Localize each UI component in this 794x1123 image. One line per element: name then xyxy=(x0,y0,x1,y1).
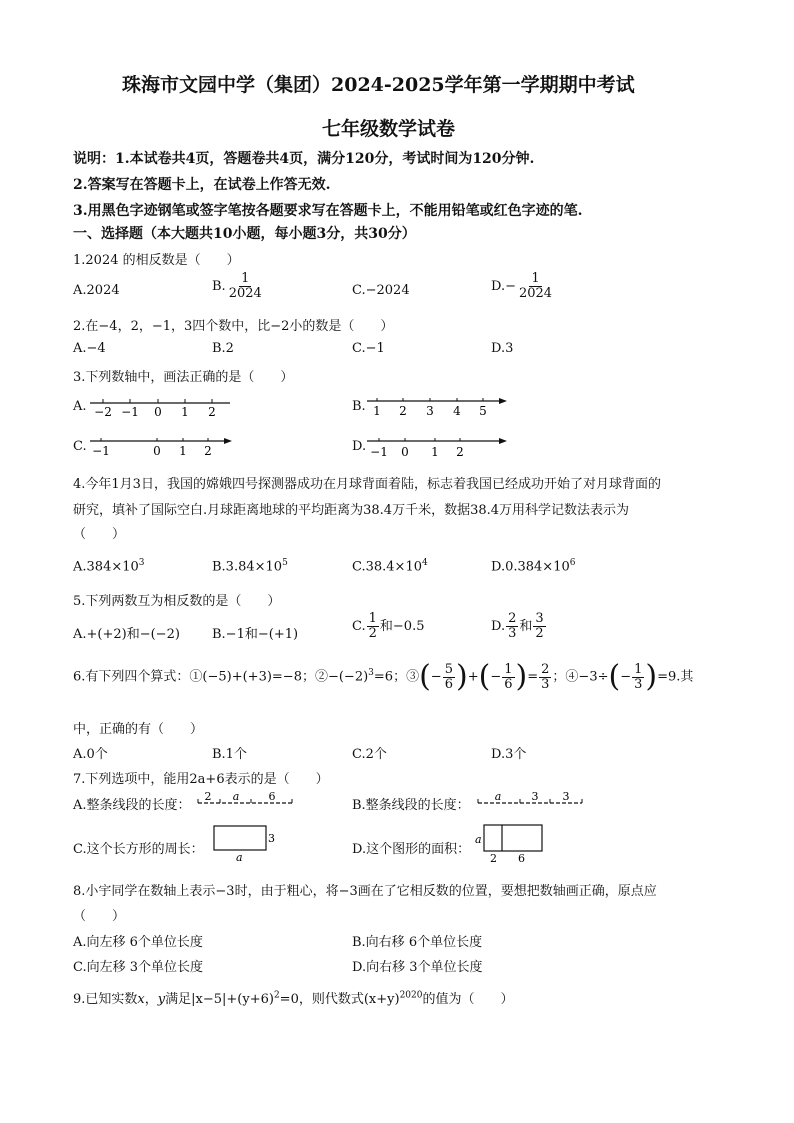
note-2: 2.答案写在答题卡上，在试卷上作答无效. xyxy=(73,177,331,193)
q3-c-tick-2: 0 xyxy=(153,444,161,458)
q6-exp: 3 xyxy=(368,668,374,679)
q9-var-x: x xyxy=(137,992,145,1007)
q7-d-bottom-1: 2 xyxy=(490,852,497,865)
q7-stem: 7.下列选项中，能用2a+6表示的是（ ） xyxy=(73,772,329,787)
q9-part1: 9.已知实数 xyxy=(73,992,138,1007)
q6-f2-num: 1 xyxy=(504,661,513,677)
q3-d-label: D. xyxy=(352,439,367,454)
q3-axis-d xyxy=(365,432,525,462)
q3-b-tick-5: 5 xyxy=(479,404,487,418)
q9-part4: 的值为（ ） xyxy=(422,992,514,1007)
q5-c-fraction xyxy=(367,612,379,641)
q6-fraction-3 xyxy=(539,663,551,692)
q8-stem-line1: 8.小宇同学在数轴上表示−3时，由于粗心，将−3画在了它相反数的位置，要想把数轴画正确，原点应 xyxy=(73,884,657,899)
q6-fraction-4 xyxy=(632,663,644,692)
q3-b-tick-4: 4 xyxy=(453,404,461,418)
q8-option-b: B.向右移 6个单位长度 xyxy=(352,935,483,950)
q3-d-tick-2: 0 xyxy=(401,445,409,459)
q5-d-prefix: D. xyxy=(491,619,506,634)
q7-a-segment xyxy=(196,789,296,811)
q8-option-c: C.向左移 3个单位长度 xyxy=(73,960,204,975)
q1-b-den: 2024 xyxy=(228,286,262,301)
q7-a-seg-3: 6 xyxy=(268,790,276,803)
q1-d-num: 1 xyxy=(531,271,540,286)
q9-part2: 满足|x−5|+(y+6) xyxy=(165,992,274,1007)
q5-d-num2: 3 xyxy=(535,611,544,626)
q3-axis-a xyxy=(88,393,238,421)
q4-stem-line1: 4.今年1月3日，我国的嫦娥四号探测器成功在月球背面着陆，标志着我国已经成功开始了对月球背面的 xyxy=(73,477,661,492)
q7-b-seg-3: 3 xyxy=(562,790,570,803)
q8-option-d: D.向右移 3个单位长度 xyxy=(352,960,483,975)
note-3: 3.用黑色字迹钢笔或签字笔按各题要求写在答题卡上，不能用铅笔或红色字迹的笔. xyxy=(73,203,583,219)
q3-b-tick-1: 1 xyxy=(373,404,381,418)
q1-d-den: 2024 xyxy=(518,286,553,301)
q3-b-tick-2: 2 xyxy=(399,404,407,418)
q7-option-a: A.整条线段的长度： xyxy=(73,798,191,813)
q3-d-tick-3: 1 xyxy=(431,445,439,459)
q6-plus: + xyxy=(467,669,479,685)
q8-option-a: A.向左移 6个单位长度 xyxy=(73,935,203,950)
q2-option-c: C.−1 xyxy=(352,341,385,356)
q3-a-tick-3: 0 xyxy=(154,405,162,419)
q1-stem: 1.2024 的相反数是（ ） xyxy=(73,253,240,268)
q7-option-b: B.整条线段的长度： xyxy=(352,798,470,813)
q5-c-num: 1 xyxy=(368,611,377,626)
q4-d-exp: 6 xyxy=(569,558,576,568)
q6-part4: =9.其 xyxy=(657,669,694,685)
q6-stem: 6.有下列四个算式：①(−5)+(+3)=−8；$②-(-2)^3=6$；③(− $\frac{5}{6}$ )+(− $\frac{1}{6}$ )= $\frac{2}{3}$ ；④−3÷(− $\frac{1}{3}$ )=9.其 xyxy=(73,659,694,694)
q6-part1: 6.有下列四个算式：①(−5)+(+3)=−8；②−(−2) xyxy=(73,669,369,685)
q5-d-den1: 3 xyxy=(508,626,517,641)
q5-d-num1: 2 xyxy=(508,611,517,626)
q3-c-tick-3: 1 xyxy=(179,444,187,458)
q2-option-d: D.3 xyxy=(491,341,514,356)
q6-f3-den: 3 xyxy=(541,676,550,692)
q3-a-tick-1: −2 xyxy=(94,405,112,419)
q3-a-tick-2: −1 xyxy=(121,405,139,419)
q9-exp-2: 2 xyxy=(273,990,280,1001)
q5-stem: 5.下列两数互为相反数的是（ ） xyxy=(73,594,281,609)
q7-c-side: 3 xyxy=(268,832,275,845)
q6-f4-den: 3 xyxy=(634,676,643,692)
q6-fraction-2 xyxy=(502,663,514,692)
q6-part3: ；④−3÷ xyxy=(552,669,609,685)
q5-option-d xyxy=(491,612,547,641)
q6-f4-num: 1 xyxy=(634,661,643,677)
q9-var-y: y xyxy=(157,992,166,1007)
q1-option-b xyxy=(212,272,265,301)
q5-option-a: A.+(+2)和−(−2) xyxy=(73,627,180,642)
q2-option-b: B.2 xyxy=(212,341,234,356)
q6-option-b: B.1个 xyxy=(212,747,247,762)
q4-d-base: D.0.384×10 xyxy=(491,559,570,575)
q1-d-fraction xyxy=(517,272,554,301)
q1-option-d xyxy=(491,272,555,301)
q3-stem: 3.下列数轴中，画法正确的是（ ） xyxy=(73,370,294,385)
q4-a-base: A.384×10 xyxy=(73,559,139,575)
q4-option-d xyxy=(491,558,575,574)
q6-f1-sign: − xyxy=(430,669,442,685)
q5-d-fraction-2 xyxy=(533,612,545,641)
q4-option-a xyxy=(73,558,145,574)
q6-option-c: C.2个 xyxy=(352,747,387,762)
q1-option-c: C.−2024 xyxy=(352,283,410,298)
q3-c-tick-1: −1 xyxy=(92,444,110,458)
q4-stem-line3: （ ） xyxy=(73,527,126,542)
q7-c-rectangle xyxy=(210,824,280,864)
q1-d-prefix: D.− xyxy=(491,279,516,294)
q7-d-bottom-2: 6 xyxy=(518,852,525,865)
q7-d-figure xyxy=(474,823,554,865)
q4-stem-line2: 研究，填补了国际空白.月球距离地球的平均距离为38.4万千米，数据38.4万用科学记数法表示为 xyxy=(73,503,630,518)
q9-sep: ， xyxy=(144,992,158,1007)
q5-d-fraction-1 xyxy=(506,612,518,641)
q7-d-side: a xyxy=(475,833,482,846)
q6-part2: =6；③ xyxy=(373,669,420,685)
q3-axis-b xyxy=(365,393,525,421)
q3-d-tick-1: −1 xyxy=(370,445,388,459)
q5-c-prefix: C. xyxy=(352,619,366,634)
q7-option-d: D.这个图形的面积： xyxy=(352,842,471,857)
q6-option-d: D.3个 xyxy=(491,747,527,762)
q1-b-num: 1 xyxy=(241,271,250,286)
q8-stem-line2: （ ） xyxy=(73,909,126,924)
q7-c-bottom: a xyxy=(236,851,243,864)
q2-option-a: A.−4 xyxy=(73,341,106,356)
q3-a-tick-5: 2 xyxy=(208,405,216,419)
q6-f1-num: 5 xyxy=(444,661,453,677)
q3-c-tick-4: 2 xyxy=(204,444,212,458)
section-heading: 一、选择题（本大题共10小题，每小题3分，共30分） xyxy=(73,226,416,242)
q7-b-segment xyxy=(476,789,586,811)
q7-b-seg-2: 3 xyxy=(531,790,539,803)
q7-option-c: C.这个长方形的周长： xyxy=(73,842,204,857)
q4-a-exp: 3 xyxy=(138,558,145,568)
q6-fraction-1 xyxy=(443,663,455,692)
q5-d-mid: 和 xyxy=(519,619,533,634)
q3-b-tick-3: 3 xyxy=(426,404,434,418)
q5-option-b: B.−1和−(+1) xyxy=(212,627,299,642)
q9-exp-2020: 2020 xyxy=(399,990,423,1001)
q4-c-exp: 4 xyxy=(422,558,428,568)
q7-a-seg-2: a xyxy=(232,790,240,803)
q1-b-fraction xyxy=(227,272,264,301)
q5-c-den: 2 xyxy=(368,626,377,641)
q1-option-a: A.2024 xyxy=(73,283,120,298)
q9-stem xyxy=(73,988,513,1007)
note-1: 说明：1.本试卷共4页，答题卷共4页，满分120分，考试时间为120分钟. xyxy=(73,151,535,167)
q5-c-suffix: 和−0.5 xyxy=(379,619,425,634)
q3-axis-c xyxy=(88,432,248,460)
q4-option-b xyxy=(212,558,288,574)
q4-option-c xyxy=(352,558,428,574)
q2-stem: 2.在−4，2，−1，3四个数中，比−2小的数是（ ） xyxy=(73,319,394,334)
exam-title: 珠海市文园中学（集团）2024-2025学年第一学期期中考试 xyxy=(122,74,635,96)
q3-a-label: A. xyxy=(73,399,87,414)
q6-f2-sign: − xyxy=(490,669,502,685)
q1-b-prefix: B. xyxy=(212,279,226,294)
q6-eq: = xyxy=(527,669,539,685)
q5-option-c xyxy=(352,612,424,641)
q4-b-base: B.3.84×10 xyxy=(212,559,283,575)
q5-d-den2: 2 xyxy=(535,626,544,641)
q6-f1-den: 6 xyxy=(444,676,453,692)
q7-a-seg-1: 2 xyxy=(204,790,212,803)
exam-subtitle: 七年级数学试卷 xyxy=(322,118,456,140)
q3-a-tick-4: 1 xyxy=(181,405,189,419)
q6-option-a: A.0个 xyxy=(73,747,108,762)
q4-b-exp: 5 xyxy=(282,558,288,568)
q3-b-label: B. xyxy=(352,399,366,414)
q3-c-label: C. xyxy=(73,439,87,454)
q4-c-base: C.38.4×10 xyxy=(352,559,422,575)
q6-f3-num: 2 xyxy=(541,661,550,677)
q9-part3: =0，则代数式(x+y) xyxy=(279,992,400,1007)
q3-d-tick-4: 2 xyxy=(456,445,464,459)
q7-b-seg-1: a xyxy=(494,790,502,803)
q6-f4-sign: − xyxy=(620,669,632,685)
q6-f2-den: 6 xyxy=(504,676,513,692)
q6-line2: 中，正确的有（ ） xyxy=(73,722,204,737)
